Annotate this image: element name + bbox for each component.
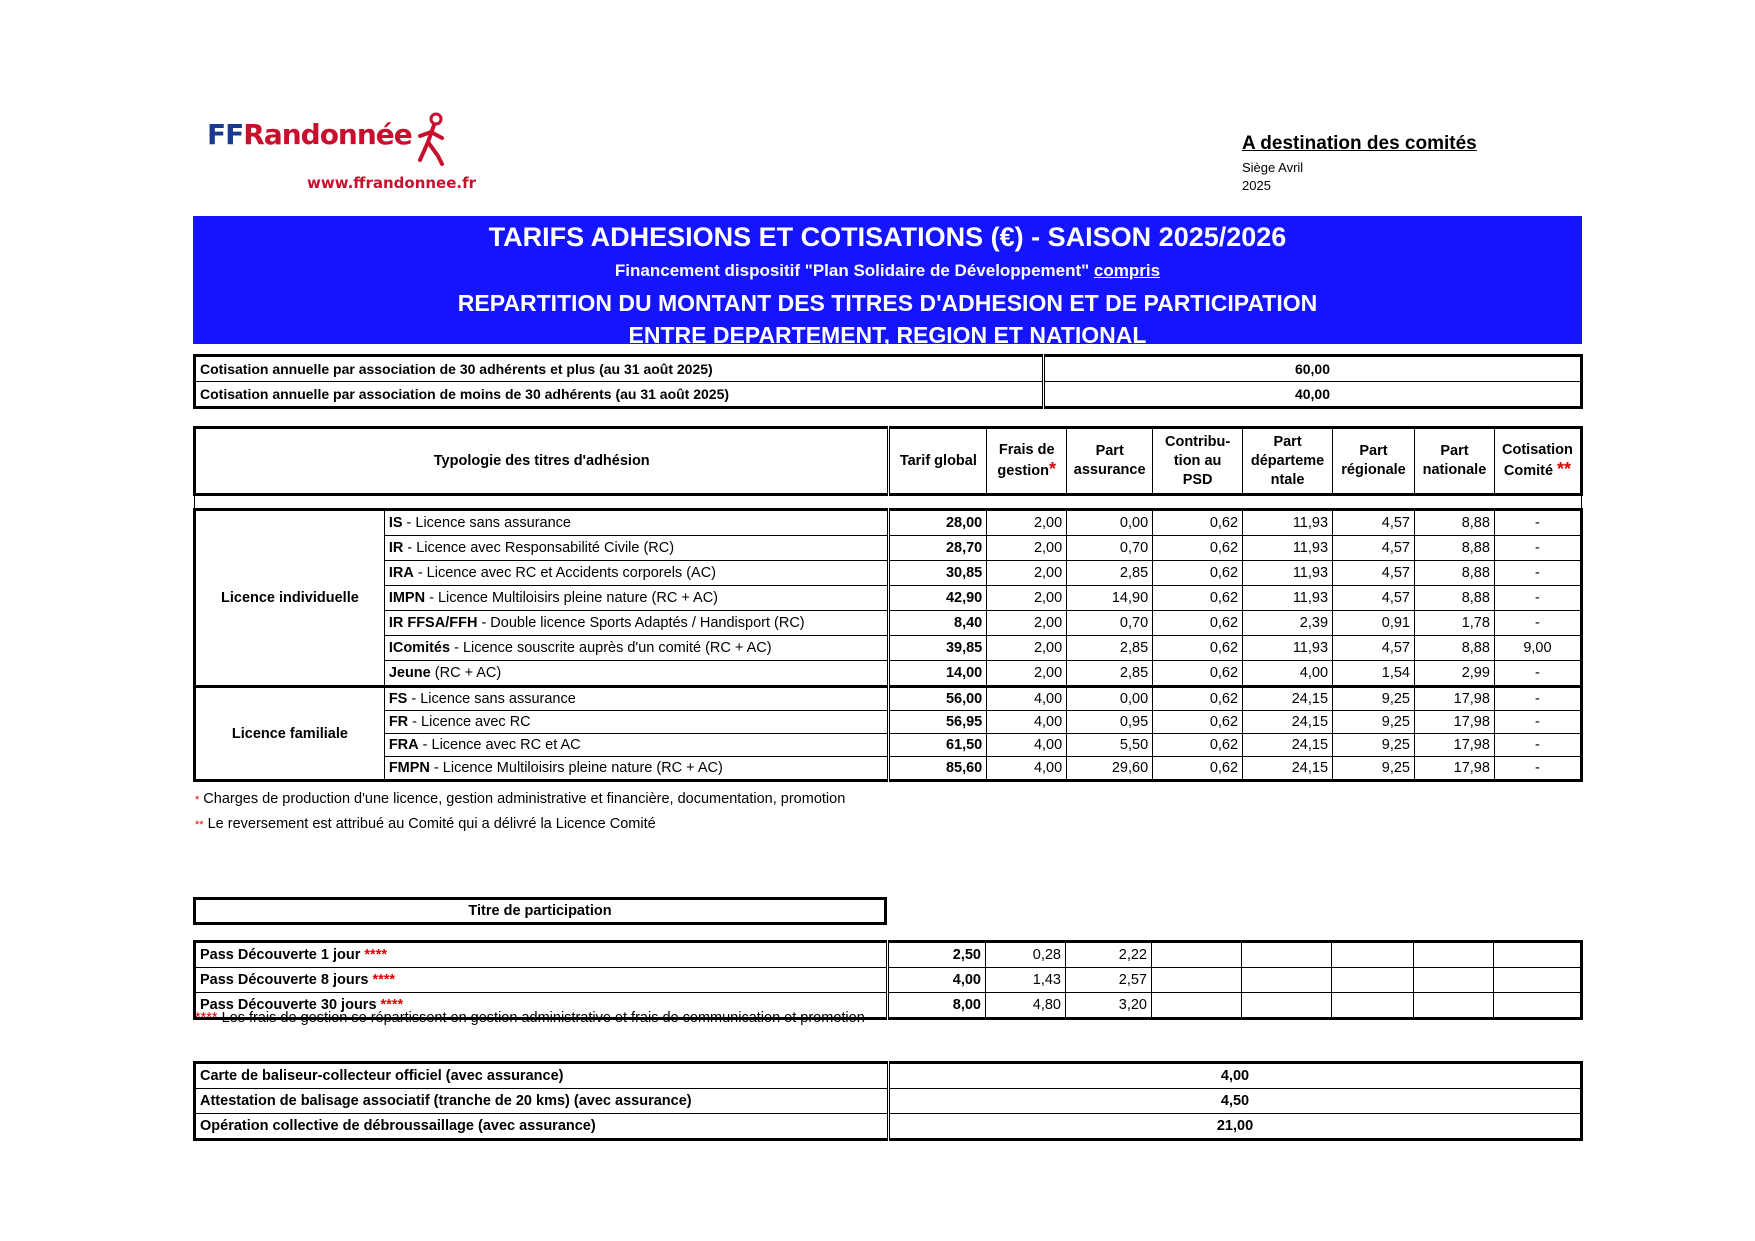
group-label: Licence individuelle bbox=[195, 510, 385, 687]
participation-note bbox=[195, 1010, 865, 1026]
cell-tarif: 85,60 bbox=[889, 757, 987, 781]
balisage-label: Opération collective de débroussaillage (avec assurance) bbox=[195, 1114, 889, 1140]
cell-psd: 0,62 bbox=[1153, 711, 1243, 734]
cotisation-label: Cotisation annuelle par association de moins de 30 adhérents (au 31 août 2025) bbox=[195, 382, 1044, 408]
table-row bbox=[195, 1089, 1582, 1114]
adhesion-body bbox=[195, 510, 1582, 781]
cell-dept: 4,00 bbox=[1243, 661, 1333, 687]
table-row bbox=[195, 661, 1582, 687]
logo-randonnee: Randonnée bbox=[243, 118, 412, 151]
row-description bbox=[384, 734, 889, 757]
cell-frais: 2,00 bbox=[987, 636, 1067, 661]
table-row bbox=[195, 382, 1582, 408]
pass-label bbox=[195, 942, 888, 968]
cell-com: - bbox=[1494, 687, 1581, 711]
empty-cell bbox=[1494, 942, 1582, 968]
empty-cell bbox=[1414, 968, 1494, 993]
cell-reg: 4,57 bbox=[1333, 586, 1415, 611]
cell-assur: 2,85 bbox=[1067, 561, 1153, 586]
cell-com: - bbox=[1494, 561, 1581, 586]
pass-frais: 1,43 bbox=[986, 968, 1066, 993]
cell-frais: 4,00 bbox=[987, 711, 1067, 734]
cell-tarif: 56,00 bbox=[889, 687, 987, 711]
note-2 bbox=[195, 816, 656, 832]
cell-nat: 17,98 bbox=[1414, 734, 1494, 757]
row-code: IMPN bbox=[388, 590, 426, 606]
cell-tarif: 56,95 bbox=[889, 711, 987, 734]
cotisation-value: 40,00 bbox=[1044, 382, 1582, 408]
row-desc: - Licence Multiloisirs pleine nature (RC + AC) bbox=[425, 590, 718, 606]
balisage-value: 4,50 bbox=[889, 1089, 1582, 1114]
group-label: Licence familiale bbox=[195, 687, 385, 781]
table-row bbox=[195, 561, 1582, 586]
note-text: Le reversement est attribué au Comité qui a délivré la Licence Comité bbox=[203, 816, 656, 832]
cell-assur: 2,85 bbox=[1067, 661, 1153, 687]
cell-psd: 0,62 bbox=[1153, 536, 1243, 561]
cotisation-table bbox=[193, 354, 1583, 409]
cell-nat: 8,88 bbox=[1414, 510, 1494, 536]
cell-com: - bbox=[1494, 611, 1581, 636]
balisage-label: Carte de baliseur-collecteur officiel (avec assurance) bbox=[195, 1063, 889, 1089]
cell-dept: 2,39 bbox=[1243, 611, 1333, 636]
empty-cell bbox=[1242, 968, 1332, 993]
pass-assur: 2,22 bbox=[1066, 942, 1152, 968]
title-banner bbox=[193, 216, 1582, 348]
note-text: Les frais de gestion se répartissent en gestion administrative et frais de communication et promotion bbox=[217, 1010, 865, 1026]
adhesion-table bbox=[193, 426, 1583, 782]
pass-tarif: 8,00 bbox=[888, 993, 986, 1019]
banner-line4: ENTRE DEPARTEMENT, REGION ET NATIONAL bbox=[628, 322, 1147, 348]
row-desc: - Double licence Sports Adaptés / Handisport (RC) bbox=[477, 615, 805, 631]
participation-body bbox=[195, 942, 1582, 1019]
cell-frais: 4,00 bbox=[987, 687, 1067, 711]
row-description bbox=[384, 661, 889, 687]
cell-assur: 29,60 bbox=[1067, 757, 1153, 781]
table-row bbox=[195, 968, 1582, 993]
pass-frais: 4,80 bbox=[986, 993, 1066, 1019]
row-code: IS bbox=[388, 515, 403, 531]
cell-com: 9,00 bbox=[1494, 636, 1581, 661]
empty-cell bbox=[1152, 942, 1242, 968]
row-desc: - Licence sans assurance bbox=[402, 515, 571, 531]
cell-reg: 4,57 bbox=[1333, 510, 1415, 536]
cell-psd: 0,62 bbox=[1153, 734, 1243, 757]
cell-reg: 1,54 bbox=[1333, 661, 1415, 687]
table-row bbox=[195, 510, 1582, 536]
cell-nat: 17,98 bbox=[1414, 711, 1494, 734]
cell-reg: 9,25 bbox=[1333, 734, 1415, 757]
cell-assur: 0,00 bbox=[1067, 510, 1153, 536]
row-code: FS bbox=[388, 691, 408, 707]
cell-tarif: 42,90 bbox=[889, 586, 987, 611]
cell-assur: 0,70 bbox=[1067, 536, 1153, 561]
pass-assur: 3,20 bbox=[1066, 993, 1152, 1019]
banner-line3: REPARTITION DU MONTANT DES TITRES D'ADHESION ET DE PARTICIPATION bbox=[457, 290, 1318, 316]
cell-nat: 2,99 bbox=[1414, 661, 1494, 687]
cell-reg: 4,57 bbox=[1333, 536, 1415, 561]
cell-tarif: 28,70 bbox=[889, 536, 987, 561]
header-dept: Part départeme ntale bbox=[1243, 428, 1333, 495]
cell-psd: 0,62 bbox=[1153, 661, 1243, 687]
empty-cell bbox=[1494, 993, 1582, 1019]
empty-cell bbox=[1152, 993, 1242, 1019]
cell-reg: 9,25 bbox=[1333, 711, 1415, 734]
cell-reg: 9,25 bbox=[1333, 757, 1415, 781]
empty-cell bbox=[1414, 942, 1494, 968]
empty-cell bbox=[1494, 968, 1582, 993]
row-code: IRA bbox=[388, 565, 414, 581]
cell-com: - bbox=[1494, 757, 1581, 781]
cell-psd: 0,62 bbox=[1153, 687, 1243, 711]
banner-title: TARIFS ADHESIONS ET COTISATIONS (€) - SAISON 2025/2026 bbox=[488, 222, 1287, 252]
cell-tarif: 28,00 bbox=[889, 510, 987, 536]
empty-cell bbox=[1332, 942, 1414, 968]
spacer-row bbox=[195, 495, 1582, 510]
row-description bbox=[384, 611, 889, 636]
empty-cell bbox=[1242, 993, 1332, 1019]
cell-dept: 24,15 bbox=[1243, 757, 1333, 781]
row-description bbox=[384, 510, 889, 536]
cell-tarif: 8,40 bbox=[889, 611, 987, 636]
pass-tarif: 2,50 bbox=[888, 942, 986, 968]
cell-frais: 2,00 bbox=[987, 536, 1067, 561]
row-desc: (RC + AC) bbox=[430, 665, 502, 681]
table-row bbox=[195, 734, 1582, 757]
cell-reg: 0,91 bbox=[1333, 611, 1415, 636]
row-code: IR bbox=[388, 540, 404, 556]
row-code: FR bbox=[388, 714, 409, 730]
row-description bbox=[384, 711, 889, 734]
table-row bbox=[195, 687, 1582, 711]
cell-psd: 0,62 bbox=[1153, 586, 1243, 611]
logo-ff: FF bbox=[207, 118, 244, 151]
row-desc: - Licence souscrite auprès d'un comité (RC + AC) bbox=[450, 640, 772, 656]
cell-psd: 0,62 bbox=[1153, 561, 1243, 586]
walker-icon bbox=[412, 112, 452, 168]
cell-nat: 1,78 bbox=[1414, 611, 1494, 636]
row-desc: - Licence Multiloisirs pleine nature (RC + AC) bbox=[429, 760, 723, 776]
row-description bbox=[384, 757, 889, 781]
header-tarif: Tarif global bbox=[889, 428, 987, 495]
cell-psd: 0,62 bbox=[1153, 611, 1243, 636]
cell-dept: 11,93 bbox=[1243, 586, 1333, 611]
pass-mark: **** bbox=[360, 947, 387, 963]
note-1 bbox=[195, 791, 845, 807]
pass-tarif: 4,00 bbox=[888, 968, 986, 993]
cell-dept: 24,15 bbox=[1243, 711, 1333, 734]
table-row bbox=[195, 711, 1582, 734]
header-comite-label: Cotisation Comité bbox=[1502, 442, 1573, 479]
header-comite-mark: ** bbox=[1557, 459, 1572, 479]
pass-label-text: Pass Découverte 1 jour bbox=[200, 947, 361, 963]
header-frais-mark: * bbox=[1048, 459, 1056, 479]
cell-dept: 24,15 bbox=[1243, 734, 1333, 757]
row-code: IR FFSA/FFH bbox=[388, 615, 478, 631]
cell-nat: 8,88 bbox=[1414, 536, 1494, 561]
table-row bbox=[195, 536, 1582, 561]
row-description bbox=[384, 561, 889, 586]
cell-assur: 5,50 bbox=[1067, 734, 1153, 757]
table-row bbox=[195, 757, 1582, 781]
cell-reg: 9,25 bbox=[1333, 687, 1415, 711]
financing-text: Financement dispositif "Plan Solidaire de Développement" bbox=[614, 261, 1094, 280]
row-desc: - Licence avec Responsabilité Civile (RC) bbox=[403, 540, 675, 556]
row-description bbox=[384, 636, 889, 661]
cell-psd: 0,62 bbox=[1153, 636, 1243, 661]
table-row bbox=[195, 356, 1582, 382]
row-desc: - Licence sans assurance bbox=[407, 691, 576, 707]
pass-assur: 2,57 bbox=[1066, 968, 1152, 993]
pass-frais: 0,28 bbox=[986, 942, 1066, 968]
cell-dept: 24,15 bbox=[1243, 687, 1333, 711]
participation-header: Titre de participation bbox=[193, 897, 887, 925]
cell-assur: 0,70 bbox=[1067, 611, 1153, 636]
cell-dept: 11,93 bbox=[1243, 636, 1333, 661]
cell-frais: 2,00 bbox=[987, 561, 1067, 586]
note-mark: ** bbox=[195, 819, 204, 831]
empty-cell bbox=[1152, 968, 1242, 993]
cell-frais: 2,00 bbox=[987, 586, 1067, 611]
participation-table bbox=[193, 940, 1583, 1020]
balisage-label: Attestation de balisage associatif (tranche de 20 kms) (avec assurance) bbox=[195, 1089, 889, 1114]
cell-nat: 8,88 bbox=[1414, 586, 1494, 611]
cell-assur: 2,85 bbox=[1067, 636, 1153, 661]
cell-dept: 11,93 bbox=[1243, 536, 1333, 561]
empty-cell bbox=[1242, 942, 1332, 968]
table-row bbox=[195, 1114, 1582, 1140]
cell-frais: 2,00 bbox=[987, 510, 1067, 536]
banner-financing bbox=[193, 261, 1582, 281]
row-desc: - Licence avec RC bbox=[408, 714, 531, 730]
logo-url: www.ffrandonnee.fr bbox=[307, 174, 477, 192]
row-description bbox=[384, 536, 889, 561]
header-frais bbox=[987, 428, 1067, 495]
cell-assur: 0,95 bbox=[1067, 711, 1153, 734]
destination-title: A destination des comités bbox=[1242, 133, 1477, 154]
cell-psd: 0,62 bbox=[1153, 510, 1243, 536]
cell-com: - bbox=[1494, 711, 1581, 734]
cell-frais: 4,00 bbox=[987, 757, 1067, 781]
cell-tarif: 30,85 bbox=[889, 561, 987, 586]
cell-tarif: 61,50 bbox=[889, 734, 987, 757]
header-assurance: Part assurance bbox=[1067, 428, 1153, 495]
cell-nat: 8,88 bbox=[1414, 636, 1494, 661]
table-row bbox=[195, 586, 1582, 611]
note-mark: **** bbox=[195, 1010, 218, 1026]
balisage-table bbox=[193, 1061, 1583, 1141]
header-national: Part nationale bbox=[1414, 428, 1494, 495]
cell-com: - bbox=[1494, 536, 1581, 561]
row-code: FMPN bbox=[388, 760, 430, 776]
cell-nat: 17,98 bbox=[1414, 757, 1494, 781]
table-row bbox=[195, 1063, 1582, 1089]
cell-frais: 2,00 bbox=[987, 611, 1067, 636]
header-psd: Contribu-tion au PSD bbox=[1153, 428, 1243, 495]
cell-com: - bbox=[1494, 661, 1581, 687]
cell-tarif: 14,00 bbox=[889, 661, 987, 687]
pass-mark: **** bbox=[368, 972, 396, 988]
row-desc: - Licence avec RC et Accidents corporels (AC) bbox=[413, 565, 716, 581]
cell-frais: 2,00 bbox=[987, 661, 1067, 687]
header-comite bbox=[1494, 428, 1581, 495]
header-frais-label: Frais de gestion bbox=[997, 442, 1055, 479]
note-text: Charges de production d'une licence, gestion administrative et financière, documentation, promotion bbox=[199, 791, 846, 807]
row-desc: - Licence avec RC et AC bbox=[418, 737, 581, 753]
ffrandonnee-logo bbox=[207, 118, 477, 198]
cell-dept: 11,93 bbox=[1243, 510, 1333, 536]
empty-cell bbox=[1414, 993, 1494, 1019]
cell-com: - bbox=[1494, 510, 1581, 536]
row-code: Jeune bbox=[388, 665, 431, 681]
balisage-value: 21,00 bbox=[889, 1114, 1582, 1140]
destination-sub: Siège Avril 2025 bbox=[1242, 160, 1304, 193]
table-header-row bbox=[195, 428, 1582, 495]
pass-label-text: Pass Découverte 30 jours bbox=[200, 997, 377, 1013]
cell-tarif: 39,85 bbox=[889, 636, 987, 661]
cell-nat: 17,98 bbox=[1414, 687, 1494, 711]
row-description bbox=[384, 586, 889, 611]
table-row bbox=[195, 942, 1582, 968]
cell-reg: 4,57 bbox=[1333, 636, 1415, 661]
header-region: Part régionale bbox=[1333, 428, 1415, 495]
cell-dept: 11,93 bbox=[1243, 561, 1333, 586]
table-row bbox=[195, 636, 1582, 661]
header-typologie: Typologie des titres d'adhésion bbox=[195, 428, 889, 495]
cell-assur: 14,90 bbox=[1067, 586, 1153, 611]
cell-nat: 8,88 bbox=[1414, 561, 1494, 586]
cotisation-value: 60,00 bbox=[1044, 356, 1582, 382]
cell-frais: 4,00 bbox=[987, 734, 1067, 757]
row-code: FRA bbox=[388, 737, 419, 753]
pass-label bbox=[195, 968, 888, 993]
financing-underlined: compris bbox=[1093, 261, 1161, 280]
cell-assur: 0,00 bbox=[1067, 687, 1153, 711]
note-mark: * bbox=[195, 794, 200, 806]
pass-label-text: Pass Découverte 8 jours bbox=[200, 972, 369, 988]
cell-com: - bbox=[1494, 734, 1581, 757]
table-row bbox=[195, 611, 1582, 636]
cell-reg: 4,57 bbox=[1333, 561, 1415, 586]
row-description bbox=[384, 687, 889, 711]
empty-cell bbox=[1332, 993, 1414, 1019]
balisage-value: 4,00 bbox=[889, 1063, 1582, 1089]
cell-psd: 0,62 bbox=[1153, 757, 1243, 781]
cell-com: - bbox=[1494, 586, 1581, 611]
cotisation-label: Cotisation annuelle par association de 30 adhérents et plus (au 31 août 2025) bbox=[195, 356, 1044, 382]
pass-mark: **** bbox=[376, 997, 404, 1013]
row-code: IComités bbox=[388, 640, 451, 656]
empty-cell bbox=[1332, 968, 1414, 993]
